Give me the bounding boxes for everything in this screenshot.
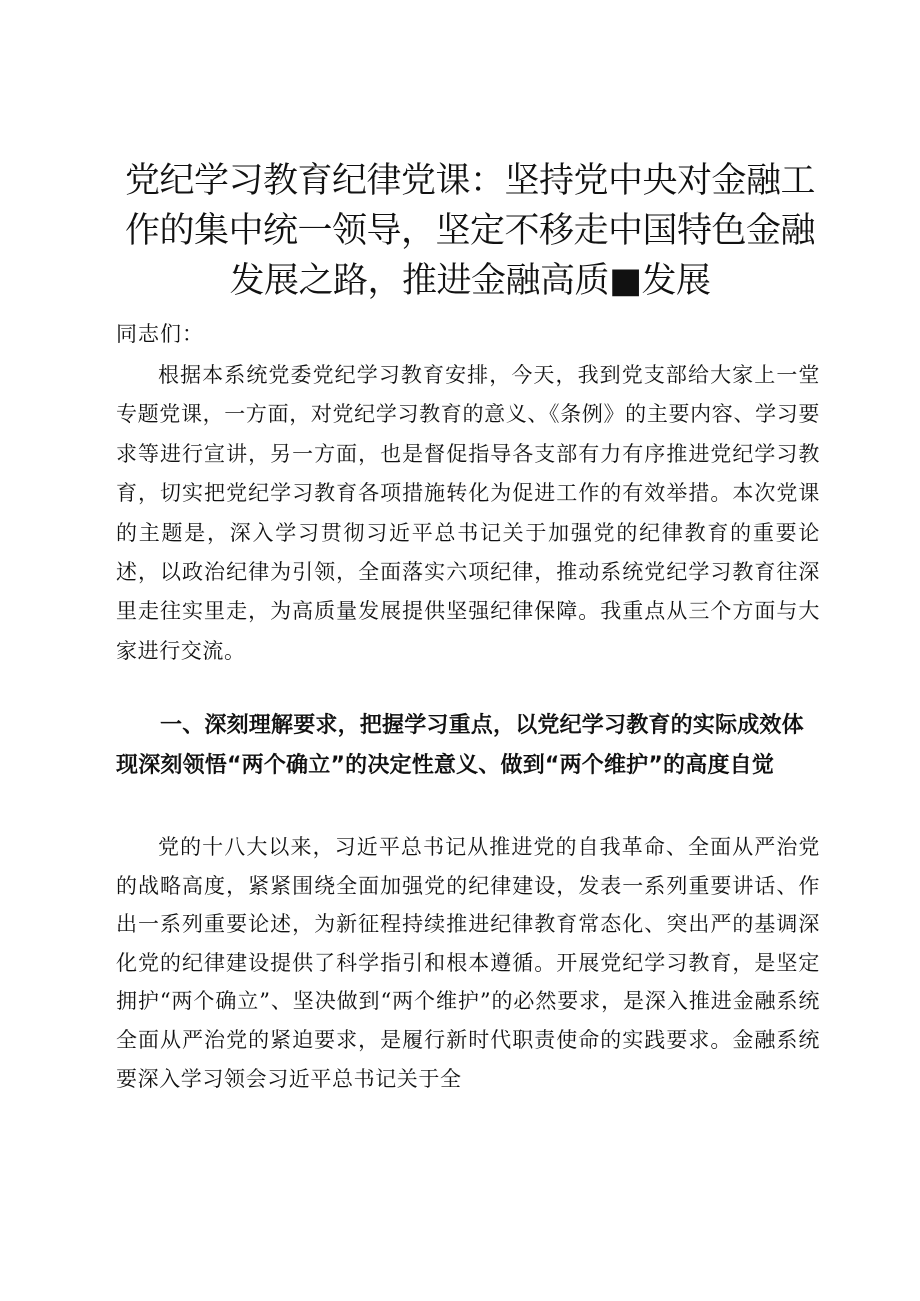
greeting: 同志们：	[116, 322, 204, 346]
section-heading-1: 一、深刻理解要求，把握学习重点，以党纪学习教育的实际成效体现深刻领悟“两个确立”的决定性意义、做到“两个维护”的高度自觉	[116, 713, 804, 778]
body-paragraph-2: 党的十八大以来，习近平总书记从推进党的自我革命、全面从严治党的战略高度，紧紧围绕全面加强党的纪律建设，发表一系列重要讲话、作出一系列重要论述，为新征程持续推进纪律教育常态化、突出严的基调深化党的纪律建设提供了科学指引和根本遵循。开展党纪学习教育，是坚定拥护“两个确立”、坚决做到“两个维护”的必然要求，是深入推进金融系统全面从严治党的紧迫要求，是履行新时代职责使命的实践要求。金融系统要深入学习领会习近平总书记关于全	[116, 835, 820, 1091]
document-title: 党纪学习教育纪律党课：坚持党中央对金融工作的集中统一领导，坚定不移走中国特色金融发展之路，推进金融高质■发展	[124, 161, 815, 301]
body-paragraph-1: 根据本系统党委党纪学习教育安排，今天，我到党支部给大家上一堂专题党课，一方面，对党纪学习教育的意义、《条例》的主要内容、学习要求等进行宣讲，另一方面，也是督促指导各支部有力有序推进党纪学习教育，切实把党纪学习教育各项措施转化为促进工作的有效举措。本次党课的主题是，深入学习贯彻习近平总书记关于加强党的纪律教育的重要论述，以政治纪律为引领，全面落实六项纪律，推动系统党纪学习教育往深里走往实里走，为高质量发展提供坚强纪律保障。我重点从三个方面与大家进行交流。	[116, 363, 820, 663]
